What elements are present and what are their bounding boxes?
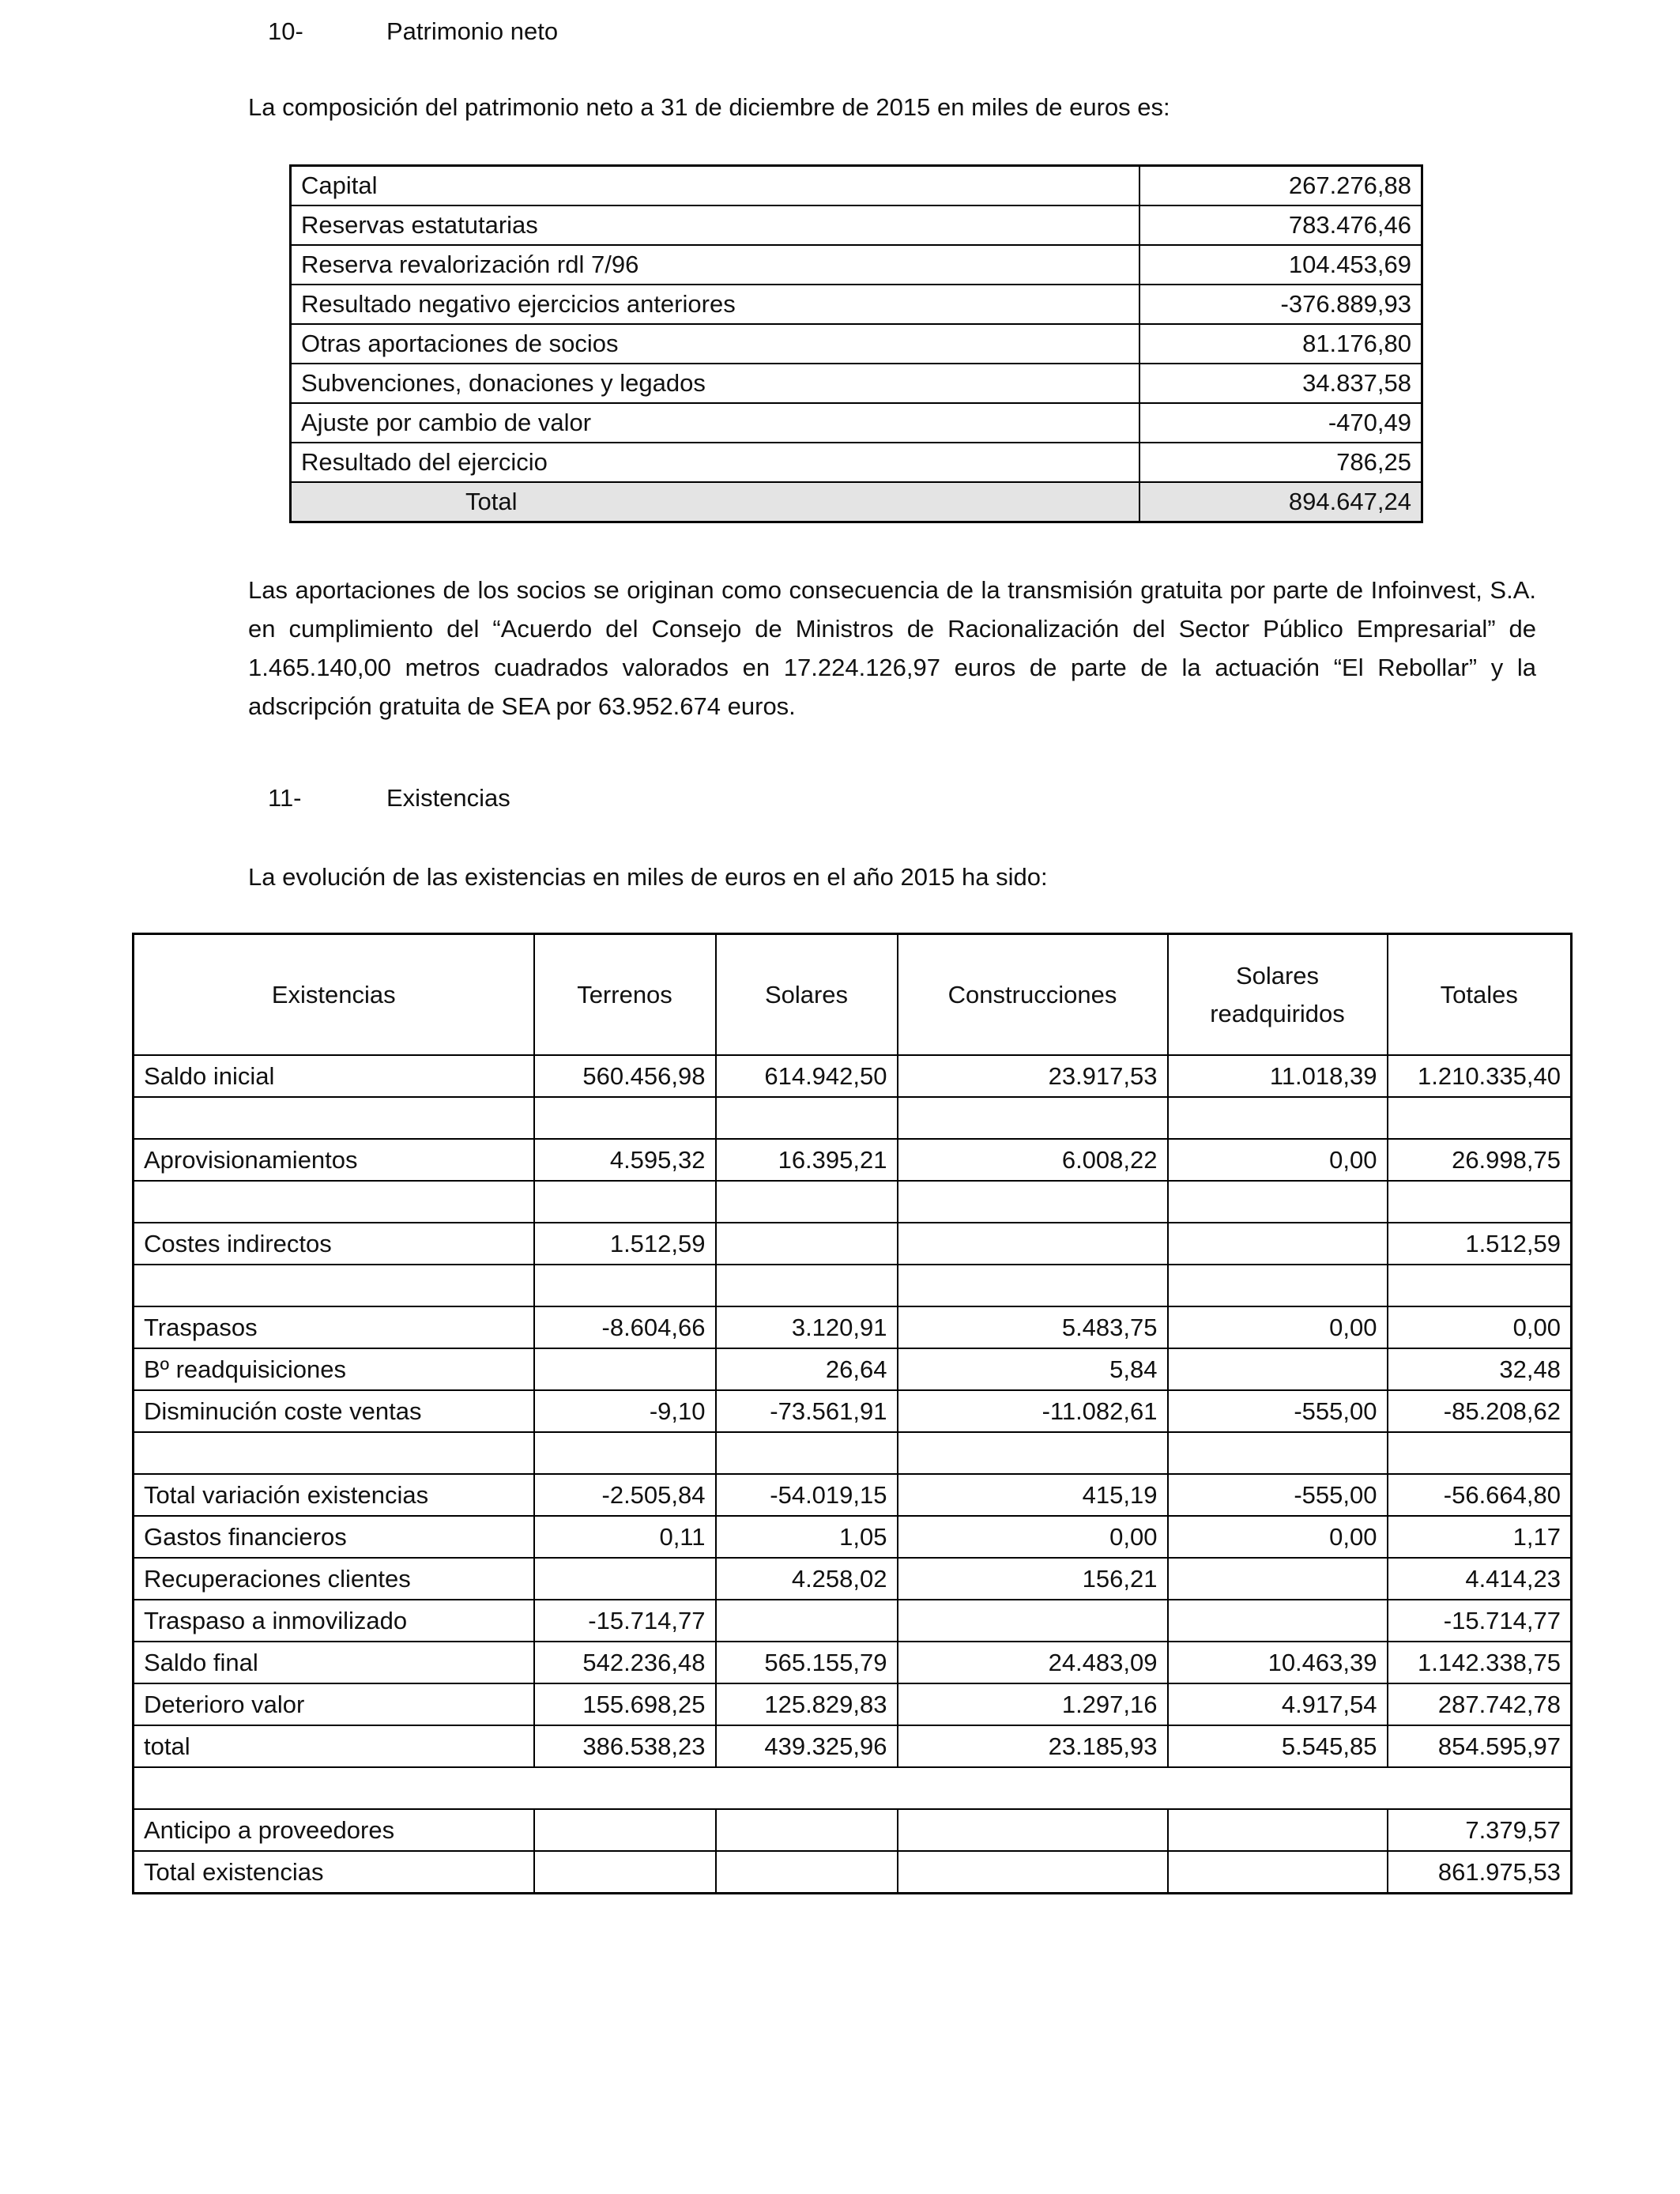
row-label xyxy=(134,1265,534,1306)
row-value xyxy=(716,1851,898,1894)
separator-cell xyxy=(134,1767,1572,1809)
row-value xyxy=(1168,1265,1388,1306)
table-row xyxy=(134,1851,1572,1894)
table-row xyxy=(134,1683,1572,1725)
row-value xyxy=(898,1223,1168,1265)
row-value xyxy=(1388,1097,1572,1139)
table-row xyxy=(134,1223,1572,1265)
row-value: 3.120,91 xyxy=(716,1306,898,1348)
row-value: 10.463,39 xyxy=(1168,1642,1388,1683)
row-value xyxy=(1168,1558,1388,1600)
total-row xyxy=(291,482,1422,522)
row-value xyxy=(1168,1851,1388,1894)
row-value: 5.483,75 xyxy=(898,1306,1168,1348)
row-value: 81.176,80 xyxy=(1139,324,1422,364)
row-value: 4.258,02 xyxy=(716,1558,898,1600)
table-row xyxy=(134,1348,1572,1390)
row-value xyxy=(898,1432,1168,1474)
row-label: total xyxy=(134,1725,534,1767)
table-row xyxy=(134,1432,1572,1474)
row-value: 0,00 xyxy=(1168,1516,1388,1558)
row-value: -15.714,77 xyxy=(1388,1600,1572,1642)
table-row xyxy=(134,1725,1572,1767)
row-value xyxy=(716,1181,898,1223)
row-value xyxy=(716,1600,898,1642)
row-label: Reserva revalorización rdl 7/96 xyxy=(291,245,1139,285)
row-value xyxy=(1388,1432,1572,1474)
row-label: Traspaso a inmovilizado xyxy=(134,1600,534,1642)
row-value xyxy=(1388,1181,1572,1223)
row-value: 4.595,32 xyxy=(534,1139,716,1181)
row-value: 854.595,97 xyxy=(1388,1725,1572,1767)
row-value xyxy=(898,1097,1168,1139)
table-row xyxy=(291,403,1422,443)
row-value: 32,48 xyxy=(1388,1348,1572,1390)
row-value xyxy=(716,1432,898,1474)
table-row xyxy=(134,1516,1572,1558)
table-row xyxy=(134,1558,1572,1600)
row-label: Costes indirectos xyxy=(134,1223,534,1265)
row-value: 565.155,79 xyxy=(716,1642,898,1683)
row-value: 614.942,50 xyxy=(716,1055,898,1097)
row-value xyxy=(716,1097,898,1139)
row-value: -555,00 xyxy=(1168,1474,1388,1516)
section-11-intro: La evolución de las existencias en miles de euros en el año 2015 ha sido: xyxy=(248,863,1048,891)
row-value xyxy=(534,1097,716,1139)
row-value xyxy=(534,1432,716,1474)
row-value: 1,17 xyxy=(1388,1516,1572,1558)
row-value: 1.297,16 xyxy=(898,1683,1168,1725)
section-number: 11- xyxy=(268,784,302,812)
table-row xyxy=(134,1642,1572,1683)
row-value: 0,00 xyxy=(1168,1306,1388,1348)
row-label: Saldo final xyxy=(134,1642,534,1683)
table-row xyxy=(291,285,1422,324)
table-row xyxy=(134,1474,1572,1516)
row-label: Recuperaciones clientes xyxy=(134,1558,534,1600)
total-label: Total xyxy=(291,482,1139,522)
row-value: 5,84 xyxy=(898,1348,1168,1390)
row-value: 1.512,59 xyxy=(534,1223,716,1265)
section-title: Existencias xyxy=(386,784,510,812)
table-row xyxy=(134,1390,1572,1432)
table-row xyxy=(134,1265,1572,1306)
row-label xyxy=(134,1097,534,1139)
table-row xyxy=(291,245,1422,285)
row-value xyxy=(534,1181,716,1223)
row-value: 267.276,88 xyxy=(1139,166,1422,206)
row-value: 0,11 xyxy=(534,1516,716,1558)
section-number: 10- xyxy=(268,17,303,45)
row-value: 23.917,53 xyxy=(898,1055,1168,1097)
row-value xyxy=(1168,1223,1388,1265)
row-label: Deterioro valor xyxy=(134,1683,534,1725)
row-value: 16.395,21 xyxy=(716,1139,898,1181)
row-value: 1.210.335,40 xyxy=(1388,1055,1572,1097)
row-label: Reservas estatutarias xyxy=(291,205,1139,245)
row-label: Total variación existencias xyxy=(134,1474,534,1516)
row-label xyxy=(134,1432,534,1474)
table-row xyxy=(134,1600,1572,1642)
row-value xyxy=(1168,1809,1388,1851)
row-value: 560.456,98 xyxy=(534,1055,716,1097)
row-label: Total existencias xyxy=(134,1851,534,1894)
row-value: -85.208,62 xyxy=(1388,1390,1572,1432)
row-value: -9,10 xyxy=(534,1390,716,1432)
column-header: Solares xyxy=(716,934,898,1056)
column-header: Totales xyxy=(1388,934,1572,1056)
row-value xyxy=(898,1181,1168,1223)
row-label xyxy=(134,1181,534,1223)
column-header: Terrenos xyxy=(534,934,716,1056)
row-label: Subvenciones, donaciones y legados xyxy=(291,364,1139,403)
row-value xyxy=(1168,1600,1388,1642)
table-row xyxy=(134,1139,1572,1181)
row-value: -54.019,15 xyxy=(716,1474,898,1516)
row-value: 1.142.338,75 xyxy=(1388,1642,1572,1683)
row-value xyxy=(716,1809,898,1851)
row-value: -11.082,61 xyxy=(898,1390,1168,1432)
column-header: Solares readquiridos xyxy=(1168,934,1388,1056)
table-row xyxy=(291,324,1422,364)
row-value: 26.998,75 xyxy=(1388,1139,1572,1181)
row-label: Capital xyxy=(291,166,1139,206)
table-row xyxy=(291,443,1422,482)
inventory-table xyxy=(132,933,1573,1894)
row-label: Traspasos xyxy=(134,1306,534,1348)
row-label: Bº readquisiciones xyxy=(134,1348,534,1390)
total-value: 894.647,24 xyxy=(1139,482,1422,522)
table-row xyxy=(134,1306,1572,1348)
row-value: 6.008,22 xyxy=(898,1139,1168,1181)
row-value: -56.664,80 xyxy=(1388,1474,1572,1516)
row-value: 26,64 xyxy=(716,1348,898,1390)
row-label: Resultado del ejercicio xyxy=(291,443,1139,482)
row-value: 386.538,23 xyxy=(534,1725,716,1767)
row-value: -15.714,77 xyxy=(534,1600,716,1642)
table-row xyxy=(134,1055,1572,1097)
column-header: Construcciones xyxy=(898,934,1168,1056)
row-value xyxy=(898,1600,1168,1642)
row-label: Aprovisionamientos xyxy=(134,1139,534,1181)
row-value: 7.379,57 xyxy=(1388,1809,1572,1851)
row-value: 542.236,48 xyxy=(534,1642,716,1683)
row-value xyxy=(1168,1181,1388,1223)
row-value: 4.917,54 xyxy=(1168,1683,1388,1725)
row-label: Saldo inicial xyxy=(134,1055,534,1097)
separator-row xyxy=(134,1767,1572,1809)
row-value: 156,21 xyxy=(898,1558,1168,1600)
row-value xyxy=(898,1851,1168,1894)
table-row xyxy=(134,1809,1572,1851)
table-row xyxy=(134,1097,1572,1139)
section-title: Patrimonio neto xyxy=(386,17,559,45)
row-value xyxy=(1168,1097,1388,1139)
row-value: 783.476,46 xyxy=(1139,205,1422,245)
row-value xyxy=(898,1265,1168,1306)
row-value xyxy=(898,1809,1168,1851)
row-label: Disminución coste ventas xyxy=(134,1390,534,1432)
row-value: -470,49 xyxy=(1139,403,1422,443)
row-value: 1.512,59 xyxy=(1388,1223,1572,1265)
row-value: -555,00 xyxy=(1168,1390,1388,1432)
table-row xyxy=(134,1181,1572,1223)
row-label: Anticipo a proveedores xyxy=(134,1809,534,1851)
row-value xyxy=(1388,1265,1572,1306)
row-label: Ajuste por cambio de valor xyxy=(291,403,1139,443)
row-value: -73.561,91 xyxy=(716,1390,898,1432)
row-label: Resultado negativo ejercicios anteriores xyxy=(291,285,1139,324)
equity-table xyxy=(289,164,1423,523)
row-value xyxy=(716,1223,898,1265)
row-label: Otras aportaciones de socios xyxy=(291,324,1139,364)
row-value: 23.185,93 xyxy=(898,1725,1168,1767)
row-value: 0,00 xyxy=(1168,1139,1388,1181)
row-value: 1,05 xyxy=(716,1516,898,1558)
row-value: 0,00 xyxy=(1388,1306,1572,1348)
row-value: 0,00 xyxy=(898,1516,1168,1558)
header-row xyxy=(134,934,1572,1056)
row-value xyxy=(1168,1348,1388,1390)
section-10-intro: La composición del patrimonio neto a 31 de diciembre de 2015 en miles de euros es: xyxy=(248,93,1170,121)
row-value: 861.975,53 xyxy=(1388,1851,1572,1894)
section-10-note: Las aportaciones de los socios se originan como consecuencia de la transmisión gratuita por parte de Infoinvest, S.A. en cumplimiento del “Acuerdo del Consejo de Ministros de Racionalización del Sector Público Empresarial” de 1.465.140,00 metros cuadrados valorados en 17.224.126,97 euros de parte de la actuación “El Rebollar” y la adscripción gratuita de SEA por 63.952.674 euros. xyxy=(248,576,1536,720)
column-header: Existencias xyxy=(134,934,534,1056)
row-value: 155.698,25 xyxy=(534,1683,716,1725)
row-label: Gastos financieros xyxy=(134,1516,534,1558)
row-value xyxy=(716,1265,898,1306)
table-row xyxy=(291,166,1422,206)
row-value: 125.829,83 xyxy=(716,1683,898,1725)
row-value: 786,25 xyxy=(1139,443,1422,482)
row-value xyxy=(534,1851,716,1894)
row-value: 104.453,69 xyxy=(1139,245,1422,285)
row-value: 415,19 xyxy=(898,1474,1168,1516)
row-value: 439.325,96 xyxy=(716,1725,898,1767)
row-value xyxy=(534,1809,716,1851)
row-value: 24.483,09 xyxy=(898,1642,1168,1683)
row-value xyxy=(534,1558,716,1600)
row-value: -376.889,93 xyxy=(1139,285,1422,324)
row-value: 11.018,39 xyxy=(1168,1055,1388,1097)
row-value: -8.604,66 xyxy=(534,1306,716,1348)
row-value: 4.414,23 xyxy=(1388,1558,1572,1600)
row-value xyxy=(534,1265,716,1306)
row-value xyxy=(534,1348,716,1390)
row-value: 5.545,85 xyxy=(1168,1725,1388,1767)
row-value: 287.742,78 xyxy=(1388,1683,1572,1725)
row-value xyxy=(1168,1432,1388,1474)
row-value: -2.505,84 xyxy=(534,1474,716,1516)
row-value: 34.837,58 xyxy=(1139,364,1422,403)
table-row xyxy=(291,205,1422,245)
table-row xyxy=(291,364,1422,403)
